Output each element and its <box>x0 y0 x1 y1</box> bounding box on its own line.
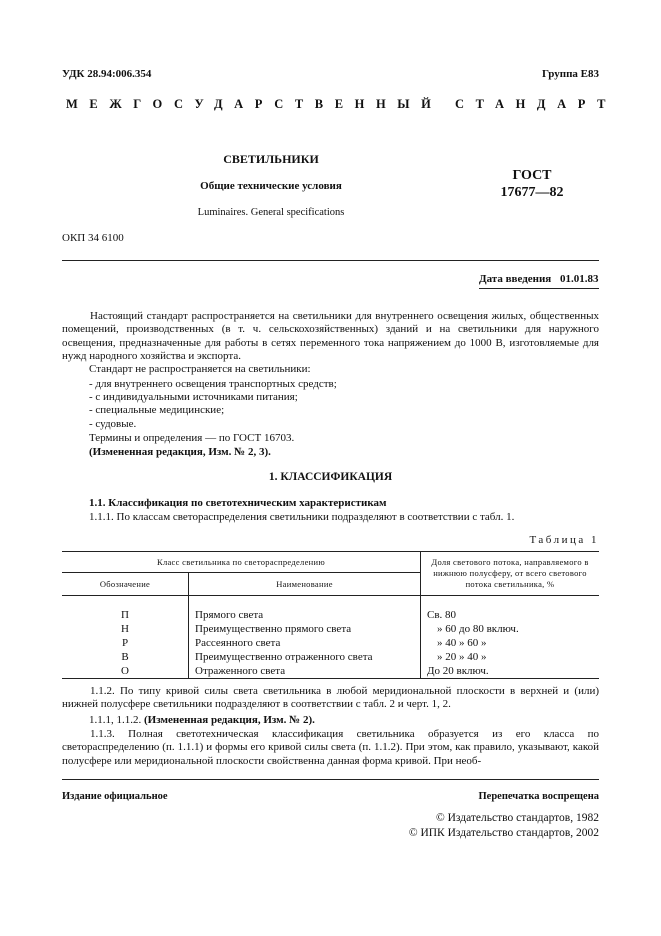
copyright-1982: © Издательство стандартов, 1982 <box>435 812 599 824</box>
exclusions-intro: Стандарт не распространяется на светильники: <box>89 363 311 375</box>
okp-code: ОКП 34 6100 <box>62 232 124 244</box>
row-name: Преимущественно отраженного света <box>189 650 421 664</box>
row-share: До 20 включ. <box>421 664 600 679</box>
row-share: » 60 до 80 включ. <box>437 623 519 635</box>
gost-number: 17677—82 <box>500 185 564 200</box>
document-title-en: Luminaires. General specifications <box>197 207 345 218</box>
document-subtitle: Общие технические условия <box>200 180 342 192</box>
row-name: Прямого света <box>189 608 421 622</box>
official-edition: Издание официальное <box>62 791 168 802</box>
group-code: Группа Е83 <box>541 68 599 80</box>
table-row <box>62 608 599 622</box>
row-share: Св. 80 <box>427 609 457 621</box>
amendment-clauses-ref: 1.1.1, 1.1.2. <box>89 714 144 726</box>
row-name: Преимущественно прямого света <box>189 622 421 636</box>
table-row <box>62 622 599 636</box>
table-header-name: Наименование <box>189 573 421 596</box>
exclusion-item: - судовые. <box>89 418 137 430</box>
row-share: » 20 » 40 » <box>437 651 487 663</box>
copyright-2002: © ИПК Издательство стандартов, 2002 <box>408 827 599 839</box>
section-title: 1. КЛАССИФИКАЦИЯ <box>268 471 393 483</box>
table-header-group: Класс светильника по светораспределению <box>62 552 421 573</box>
row-name: Рассеянного света <box>189 636 421 650</box>
table-label: Таблица 1 <box>529 534 599 546</box>
row-code: В <box>62 650 189 664</box>
clause-1-1-3: 1.1.3. Полная светотехническая классификация светильника образуется из его класса по светораспределению (п. 1.1.1) и формы его кривой силы света (п. 1.1.2). При этом, как правило, указывают, какой полусфере или меридиональной плоскости свойственна данная форма кривой. При необ- <box>62 728 599 767</box>
document-title: СВЕТИЛЬНИКИ <box>223 152 319 166</box>
row-code: П <box>62 608 189 622</box>
subsection-title: 1.1. Классификация по светотехническим характеристикам <box>89 497 387 509</box>
intro-date-label: Дата введения <box>479 273 552 285</box>
table-row <box>62 664 599 679</box>
amendment-note: (Измененная редакция, Изм. № 2, 3). <box>89 446 271 458</box>
exclusion-item: - для внутреннего освещения транспортных средств; <box>89 378 337 390</box>
row-name: Отраженного света <box>189 664 421 679</box>
standard-type-right: СТАНДАРТ <box>455 97 618 111</box>
standard-type-left: МЕЖГОСУДАРСТВЕННЫЙ <box>66 97 443 111</box>
exclusion-item: - с индивидуальными источниками питания; <box>89 391 298 403</box>
row-code: Р <box>62 636 189 650</box>
row-share: » 40 » 60 » <box>437 637 487 649</box>
scope-paragraph: Настоящий стандарт распространяется на светильники для внутреннего освещения жилых, общественных помещений, производственных (в т. ч. сельскохозяйственных) зданий и на светильники для наружного освещения, предназначенные для работы в сетях переменного тока напряжением до 1000 В, изготовляемые для нужд народного хозяйства и экспорта. <box>62 310 599 362</box>
amendment-clauses <box>89 714 315 726</box>
exclusion-item: - специальные медицинские; <box>89 404 225 416</box>
clause-1-1-2: 1.1.2. По типу кривой силы света светильника в любой меридиональной плоскости в верхней и (или) нижней полусфере светильники подразделяют в соответствии с табл. 2 и черт. 1, 2. <box>62 685 599 711</box>
intro-date-value: 01.01.83 <box>560 273 599 285</box>
table-header-share: Доля светового потока, направляемого в нижнюю полусферу, от всего светового потока светильника, % <box>421 552 600 596</box>
classification-table <box>62 551 599 679</box>
footer-divider <box>62 779 599 780</box>
reprint-prohibited: Перепечатка воспрещена <box>478 791 599 802</box>
gost-label: ГОСТ <box>512 168 552 183</box>
row-code: Н <box>62 622 189 636</box>
table-header-code: Обозначение <box>62 573 189 596</box>
terms-reference: Термины и определения — по ГОСТ 16703. <box>89 432 295 444</box>
table-row <box>62 636 599 650</box>
intro-date-underline <box>479 288 599 289</box>
udk-code: УДК 28.94:006.354 <box>62 68 152 80</box>
title-divider <box>62 260 599 261</box>
row-code: О <box>62 664 189 679</box>
amendment-clauses-note: (Измененная редакция, Изм. № 2). <box>144 714 315 726</box>
table-row <box>62 650 599 664</box>
clause-1-1-1: 1.1.1. По классам светораспределения светильники подразделяют в соответствии с табл. 1. <box>89 511 515 523</box>
